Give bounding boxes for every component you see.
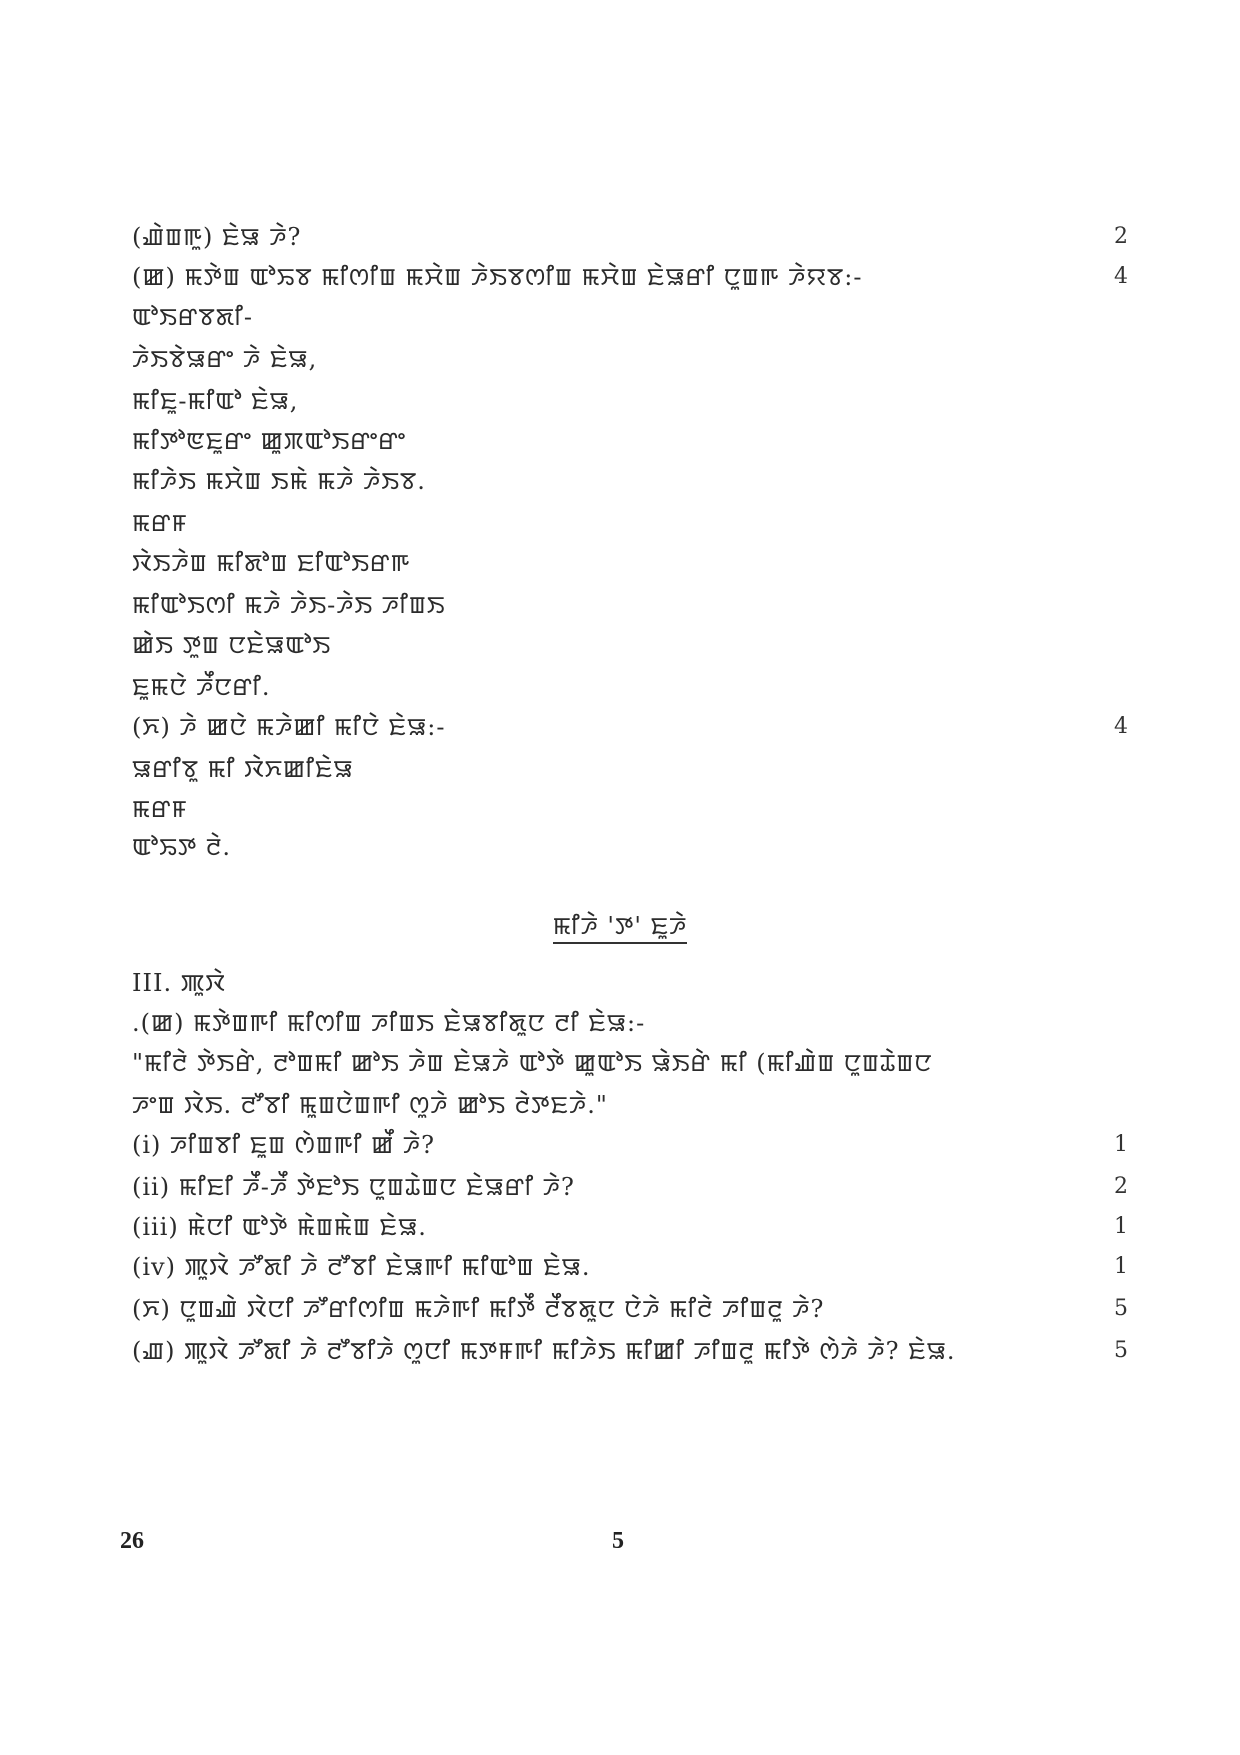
- question-line: [132, 256, 1112, 296]
- question-line: [132, 1246, 1112, 1286]
- question-line-text: (ꯈ) ꯅꯨꯡꯉꯥ ꯋꯥꯅꯤ ꯍꯧꯔꯤꯁꯤꯡ ꯃꯍꯥꯒꯤ ꯃꯤꯇꯩ ꯂꯩꯕꯗꯨꯅ ꯅꯥꯍꯥ ꯃꯤꯂꯥ ꯍꯤꯡꯂꯨ ꯍꯥ?: [132, 1295, 825, 1323]
- question-line-text: ꯍꯥꯏꯕꯥꯎꯔꯦ ꯍꯥ ꯐꯥꯎ,: [132, 345, 318, 373]
- question-line-text: ꯃꯤꯑꯣꯏꯁꯤ ꯃꯍꯥ ꯍꯥꯏ-ꯍꯥꯏ ꯍꯤꯡꯏ: [132, 591, 446, 619]
- question-line-text: "ꯃꯤꯂꯥ ꯇꯥꯏꯔꯥ, ꯂꯣꯡꯃꯤ ꯀꯣꯏ ꯍꯥꯡ ꯐꯥꯎꯍꯥ ꯑꯣꯇꯥ ꯀꯨꯑꯣꯏ ꯎꯥꯏꯔꯥ ꯃꯤ (ꯃꯤꯉꯥꯡ ꯅꯨꯡꯊꯥꯡꯅ: [132, 1049, 933, 1077]
- question-line-text: (iii) ꯃꯥꯅꯤ ꯑꯣꯇꯥ ꯃꯥꯡꯃꯥꯡ ꯐꯥꯎ.: [132, 1213, 427, 1241]
- paper-code: 26: [120, 1528, 144, 1554]
- question-line-text: ꯋꯥꯏꯍꯥꯡ ꯃꯤꯗꯣꯡ ꯐꯤꯑꯣꯏꯔꯒ: [132, 549, 411, 577]
- question-line: [132, 542, 1112, 582]
- question-line: [132, 962, 1112, 1002]
- question-line-text: (ꯉ) ꯄꯨꯋꯥ ꯍꯧꯗꯤ ꯍꯥ ꯂꯧꯕꯤꯍꯥ ꯁꯨꯅꯤ ꯃꯇꯝꯒꯤ ꯃꯤꯍꯥꯏ ꯃꯤꯀꯤ ꯍꯤꯡꯂꯨ ꯃꯤꯇꯥ ꯁꯥꯍꯥ ꯍꯥ? ꯐꯥꯎ.: [132, 1337, 956, 1365]
- question-line: [132, 1042, 1112, 1082]
- question-line: [132, 1084, 1112, 1124]
- question-line-text: (ꯀ) ꯃꯇꯥꯡ ꯑꯣꯢꯕ ꯃꯤꯁꯤꯡ ꯃꯆꯥꯡ ꯍꯥꯏꯕꯁꯤꯡ ꯃꯆꯥꯡ ꯐꯥꯎꯔꯤ ꯅꯨꯡꯒ ꯍꯥꯌꯕ:-: [132, 263, 863, 291]
- question-line-text: (ꯈ) ꯍꯥ ꯀꯅꯥ ꯃꯍꯥꯀꯤ ꯃꯤꯅꯥ ꯐꯥꯎ:-: [132, 713, 446, 741]
- question-line: [132, 296, 1112, 336]
- question-line-text: ꯃꯤꯇꯣꯟꯐꯨꯔꯦ ꯀꯨꯞꯑꯣꯏꯔꯦꯔꯦ: [132, 427, 407, 455]
- question-line-text: ꯑꯣꯏꯔꯕꯗꯤ-: [132, 303, 253, 331]
- marks-value: 1: [1114, 1254, 1128, 1279]
- question-line: [132, 216, 1112, 256]
- question-line: [132, 666, 1112, 706]
- question-line: [132, 502, 1112, 542]
- question-line: [132, 706, 1112, 746]
- marks-value: 1: [1114, 1132, 1128, 1157]
- page-number: 5: [612, 1528, 624, 1554]
- marks-value: 5: [1114, 1296, 1128, 1321]
- question-line-text: (i) ꯍꯤꯡꯕꯤ ꯐꯨꯡ ꯁꯥꯡꯒꯤ ꯀꯩ ꯍꯥ?: [132, 1131, 436, 1159]
- question-line-text: ꯐꯨꯃꯅꯥ ꯍꯩꯅꯔꯤ.: [132, 673, 271, 701]
- question-line: [132, 1330, 1112, 1370]
- marks-value: 4: [1114, 714, 1128, 739]
- question-line-text: ꯃꯔꯝ: [132, 509, 188, 537]
- marks-value: 5: [1114, 1338, 1128, 1363]
- question-line: [132, 1206, 1112, 1246]
- question-line: [132, 624, 1112, 664]
- question-line-text: (ii) ꯃꯤꯐꯤ ꯍꯩ-ꯍꯩ ꯇꯥꯐꯣꯏ ꯅꯨꯡꯊꯥꯡꯅ ꯐꯥꯎꯔꯤ ꯍꯥ?: [132, 1173, 575, 1201]
- question-line: [132, 748, 1112, 788]
- question-line-text: (iv) ꯄꯨꯋꯥ ꯍꯧꯗꯤ ꯍꯥ ꯂꯧꯕꯤ ꯐꯥꯎꯒꯤ ꯃꯤꯑꯣꯡ ꯐꯥꯎ.: [132, 1253, 591, 1281]
- marks-value: 2: [1114, 1174, 1128, 1199]
- question-line-text: (ꯉꯥꯡꯒꯨ) ꯐꯥꯎ ꯍꯥ?: [132, 223, 302, 251]
- question-line-text: ꯃꯔꯝ: [132, 795, 188, 823]
- section-heading: [0, 908, 1240, 942]
- question-line: [132, 584, 1112, 624]
- section-heading-text: ꯃꯤꯍꯥ 'ꯇ' ꯐꯨꯍꯥ: [553, 912, 688, 944]
- question-line: [132, 826, 1112, 866]
- question-line-text: ꯀꯥꯏ ꯇꯨꯡ ꯅꯐꯥꯎꯑꯣꯏ: [132, 631, 332, 659]
- question-line: [132, 1166, 1112, 1206]
- question-line: [132, 1124, 1112, 1164]
- question-line-text: ꯍꯦꯡ ꯋꯥꯏ. ꯂꯧꯕꯤ ꯃꯨꯡꯅꯥꯡꯒꯤ ꯁꯨꯍꯥ ꯀꯣꯏ ꯂꯥꯇꯐꯍꯥ.": [132, 1091, 608, 1119]
- question-line: [132, 420, 1112, 460]
- question-line: [132, 460, 1112, 500]
- question-line-text: ꯃꯤꯍꯥꯏ ꯃꯆꯥꯡ ꯏꯃꯥ ꯃꯍꯥ ꯍꯥꯏꯕ.: [132, 467, 426, 495]
- question-line: [132, 380, 1112, 420]
- question-line: [132, 338, 1112, 378]
- question-line-text: III. ꯄꯨꯋꯥ: [132, 969, 226, 997]
- question-line: [132, 1288, 1112, 1328]
- question-line: [132, 1002, 1112, 1042]
- marks-value: 4: [1114, 264, 1128, 289]
- question-line-text: ꯎꯔꯤꯕꯨ ꯃꯤ ꯋꯥꯈꯀꯤꯐꯥꯎ: [132, 755, 354, 783]
- question-line-text: .(ꯀ) ꯃꯇꯥꯡꯒꯤ ꯃꯤꯁꯤꯡ ꯍꯤꯡꯏ ꯐꯥꯎꯕꯤꯗꯨꯅ ꯂꯤ ꯐꯥꯎ:-: [132, 1009, 646, 1037]
- marks-value: 2: [1114, 224, 1128, 249]
- question-line-text: ꯑꯣꯢꯇ ꯂꯥ.: [132, 833, 231, 861]
- question-line: [132, 788, 1112, 828]
- marks-value: 1: [1114, 1214, 1128, 1239]
- question-line-text: ꯃꯤꯐꯨ-ꯃꯤꯑꯣ ꯐꯥꯎ,: [132, 387, 299, 415]
